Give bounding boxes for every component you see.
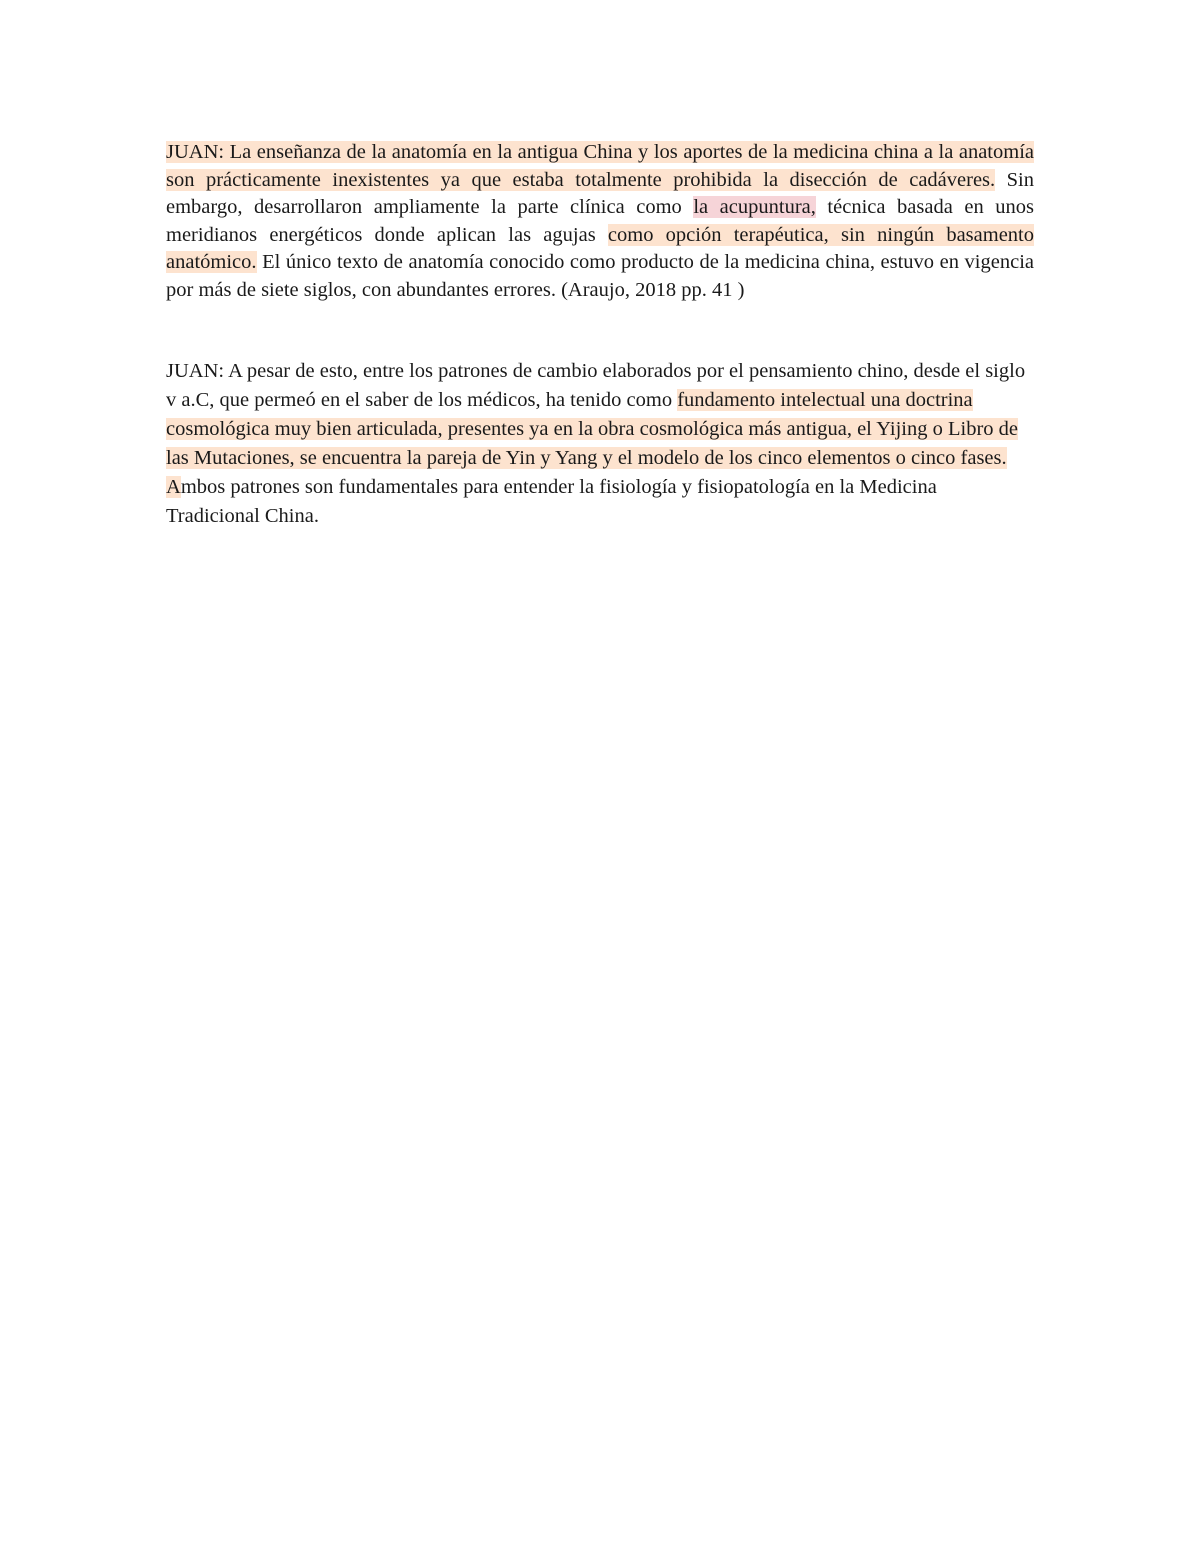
highlighted-text: como opción terapéutica, sin ningún basamento anatómico. xyxy=(166,223,1034,273)
body-text: Sin embargo, desarrollaron ampliamente la parte clínica como xyxy=(166,168,1034,218)
paragraph-2 xyxy=(166,357,1026,531)
body-text: mbos patrones son fundamentales para entender la fisiología y fisiopatología en la Medicina Tradicional China. xyxy=(166,476,937,527)
paragraph-1 xyxy=(166,139,1034,304)
body-text: técnica basada en unos meridianos energéticos donde aplican las agujas xyxy=(166,196,1034,246)
body-text: JUAN: A pesar de esto, entre los patrones de cambio elaborados por el pensamiento chino, desde el siglo v a.C, que permeó en el saber de los médicos, ha tenido como xyxy=(166,360,1026,411)
highlighted-text: la acupuntura, xyxy=(693,196,816,218)
body-text: El único texto de anatomía conocido como producto de la medicina china, estuvo en vigencia por más de siete siglos, con abundantes errores. (Araujo, 2018 pp. 41 ) xyxy=(166,251,1034,301)
highlighted-text: JUAN: La enseñanza de la anatomía en la antigua China y los aportes de la medicina china a la anatomía son prácticamente inexistentes ya que estaba totalmente prohibida la disección de cadáveres. xyxy=(166,141,1034,191)
highlighted-text: fundamento intelectual una doctrina cosmológica muy bien articulada, presentes ya en la obra cosmológica más antigua, el Yijing o Libro de las Mutaciones, se encuentra la pareja de Yin y Yang y el modelo de los cinco elementos o cinco fases. A xyxy=(166,389,1019,498)
